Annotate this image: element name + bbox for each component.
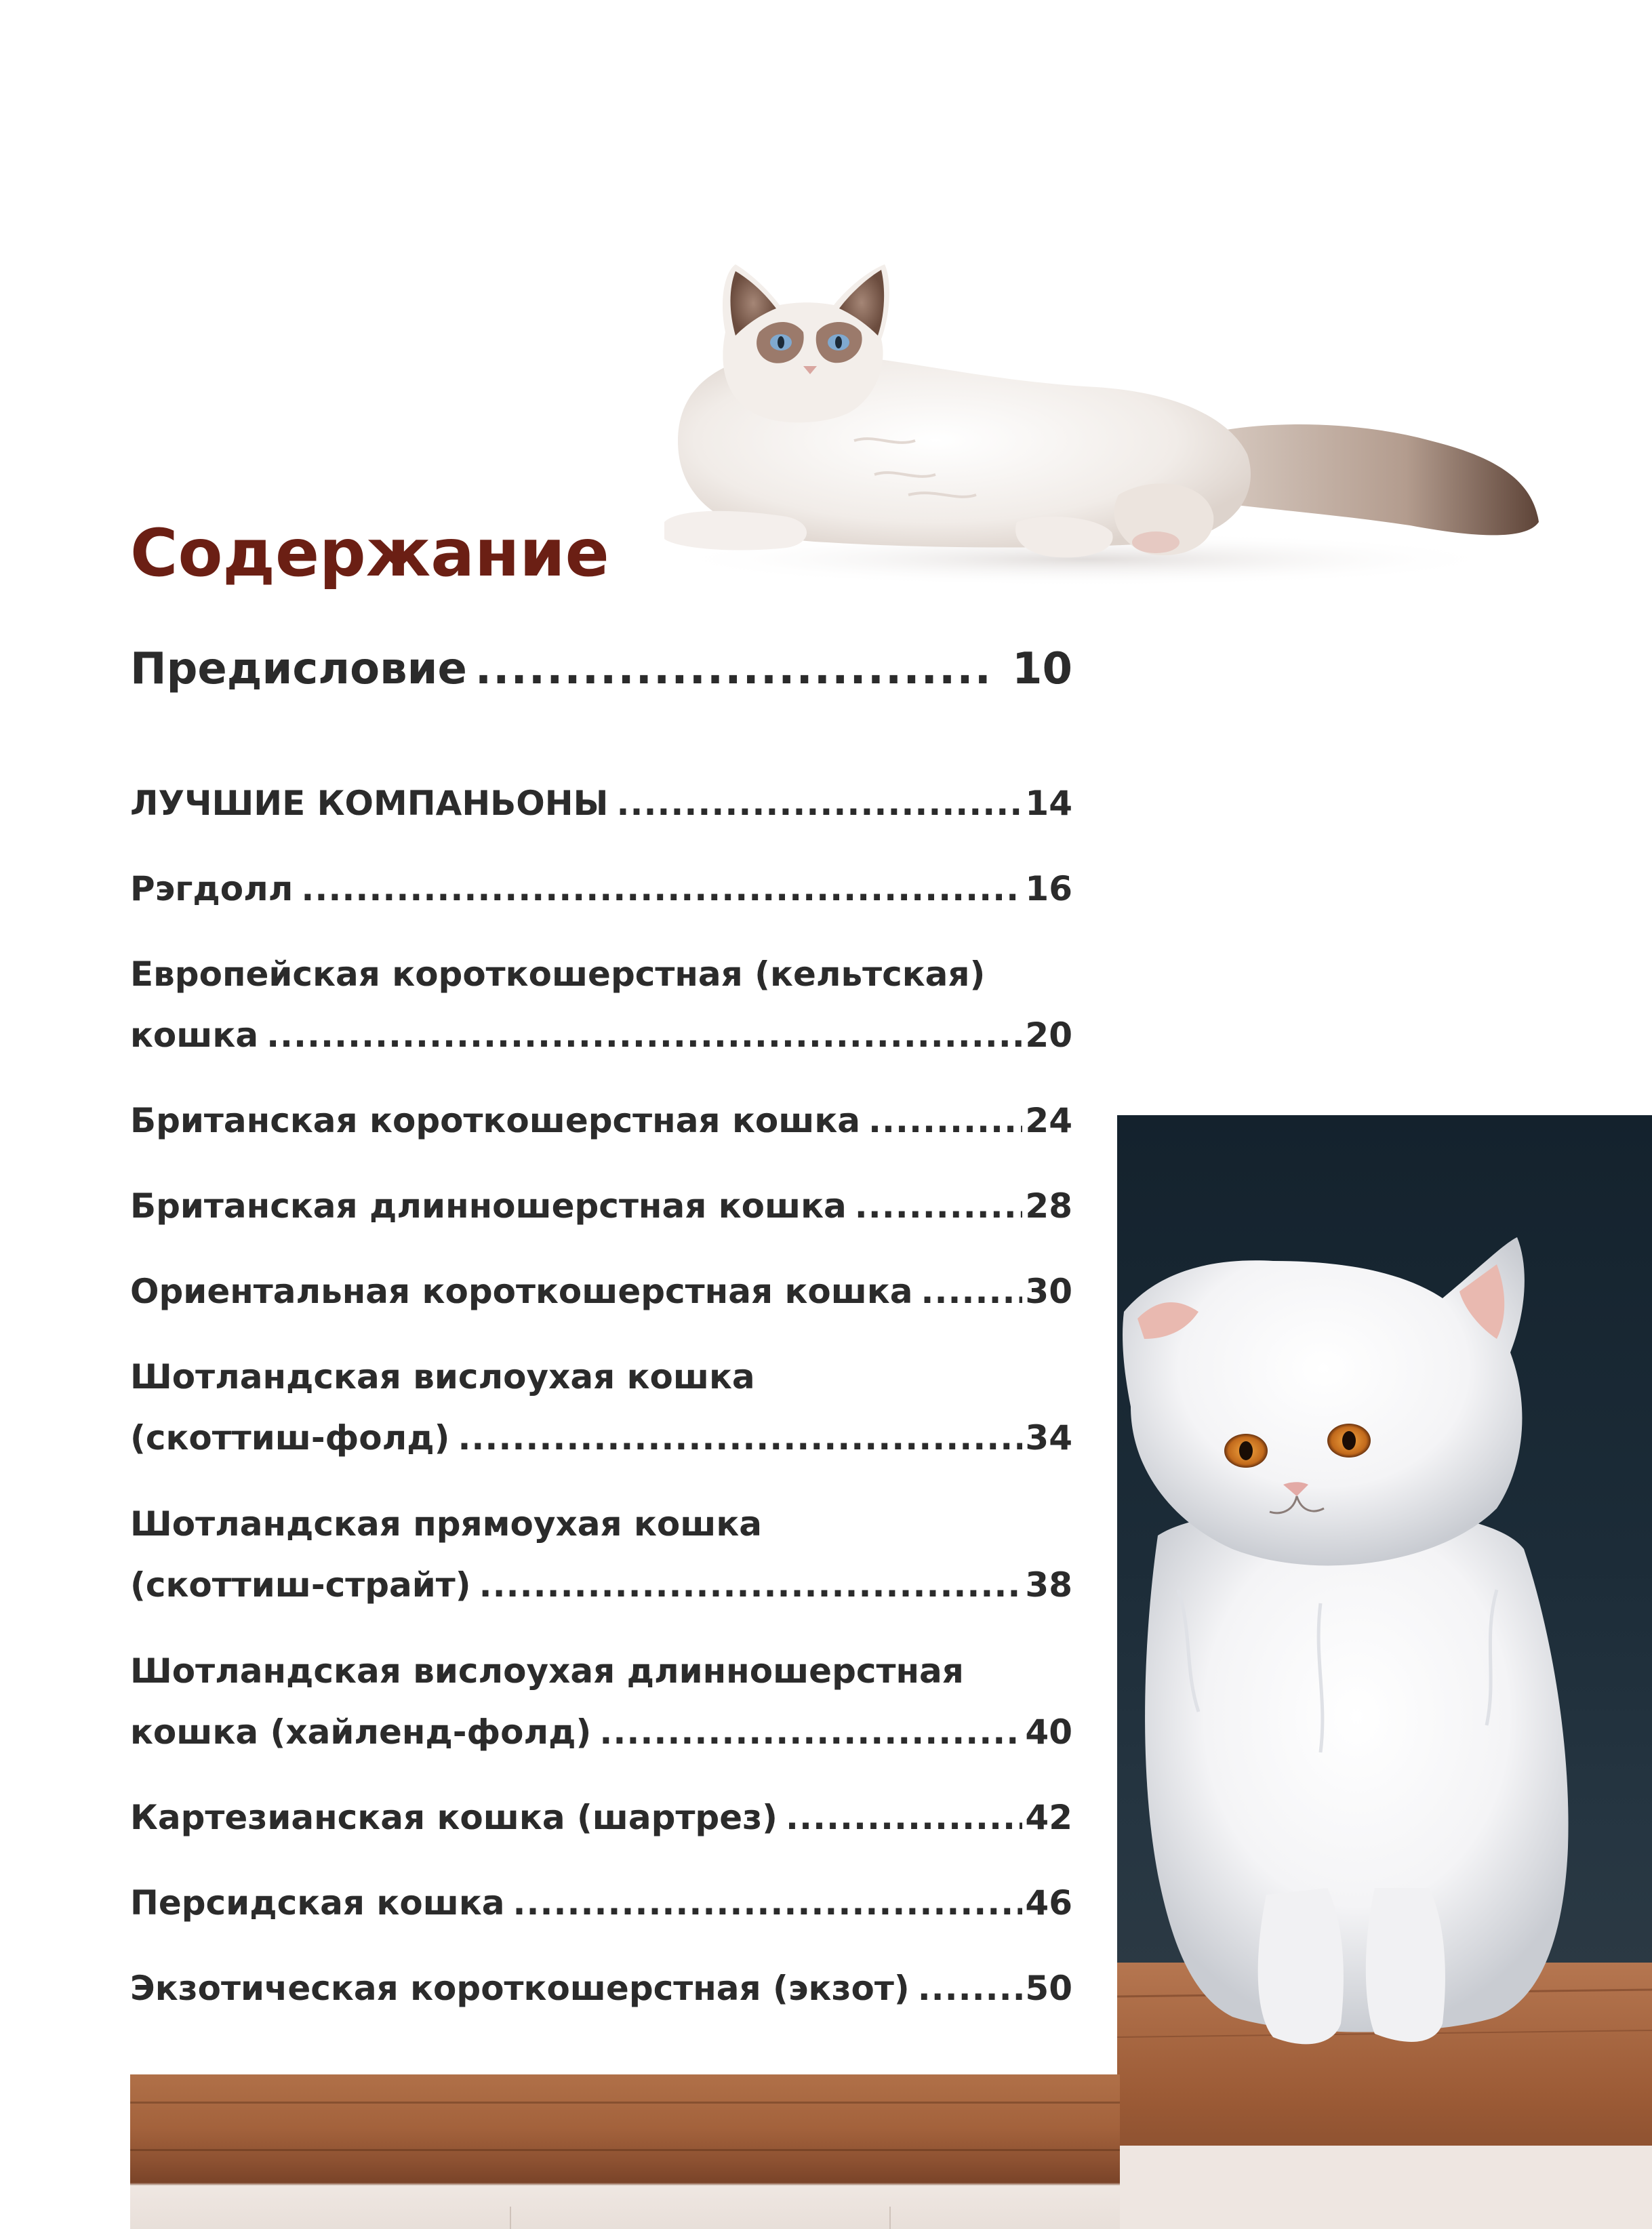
toc-entry-title: кошка (хайленд-фолд): [130, 1712, 592, 1752]
toc-leader-dots: [266, 1005, 1022, 1066]
toc-entry-page: 42: [1025, 1798, 1072, 1837]
toc-entry[interactable]: [130, 1176, 1072, 1237]
toc-entry[interactable]: [130, 1346, 1072, 1468]
toc-leader-dots: [599, 1702, 1022, 1763]
toc-entry-page: 14: [1025, 784, 1072, 823]
toc-entry-title: Персидская кошка: [130, 1883, 505, 1923]
toc-entry[interactable]: [130, 1787, 1072, 1848]
toc-preface-page: 10: [1011, 644, 1072, 694]
toc-leader-dots: [855, 1176, 1023, 1237]
toc-entry-title-line1: Шотландская прямоухая кошка: [130, 1504, 763, 1544]
toc-entry[interactable]: [130, 1641, 1072, 1763]
toc-entry[interactable]: [130, 773, 1072, 834]
toc-preface[interactable]: [130, 644, 1072, 694]
toc-entry[interactable]: [130, 1493, 1072, 1615]
toc-entry-title: ЛУЧШИЕ КОМПАНЬОНЫ: [130, 784, 609, 823]
toc-entry-page: 24: [1025, 1101, 1072, 1140]
wooden-shelf-strip: [130, 2074, 1120, 2229]
toc-entry[interactable]: [130, 1958, 1072, 2019]
toc-entry-title-line1: Европейская короткошерстная (кельтская): [130, 955, 986, 994]
toc-entry[interactable]: [130, 1261, 1072, 1322]
toc-leader-dots: [479, 1554, 1023, 1615]
toc-entry-page: 40: [1025, 1712, 1072, 1752]
ragdoll-cat-photo: [651, 251, 1573, 590]
toc-entry[interactable]: [130, 858, 1072, 919]
page-title: Содержание: [130, 515, 609, 591]
toc-entry-title: Ориентальная короткошерстная кошка: [130, 1272, 913, 1311]
toc-leader-dots: [616, 773, 1022, 834]
toc-entry[interactable]: [130, 944, 1072, 1066]
toc-leader-dots: [458, 1407, 1022, 1468]
toc-entry-page: 16: [1025, 869, 1072, 908]
toc-entry-title: кошка: [130, 1016, 259, 1055]
toc-entry-title: Рэгдолл: [130, 869, 294, 908]
toc-leader-dots: [475, 644, 993, 694]
toc-entry-page: 28: [1025, 1186, 1072, 1226]
toc-entry-page: 50: [1025, 1969, 1072, 2008]
persian-cat-photo: [1117, 1115, 1652, 2229]
toc-entry-title: Британская короткошерстная кошка: [130, 1101, 861, 1140]
toc-entry-title: (скоттиш-фолд): [130, 1418, 450, 1458]
toc-leader-dots: [918, 1958, 1023, 2019]
toc-entry-title-line1: Шотландская вислоухая кошка: [130, 1357, 755, 1397]
toc-entry-page: 30: [1025, 1272, 1072, 1311]
toc-leader-dots: [921, 1261, 1023, 1322]
toc-preface-label: Предисловие: [130, 644, 467, 694]
toc-entry-title: Картезианская кошка (шартрез): [130, 1798, 778, 1837]
toc-leader-dots: [868, 1090, 1022, 1151]
toc-entry[interactable]: [130, 1090, 1072, 1151]
toc-leader-dots: [786, 1787, 1022, 1848]
toc-entry-title: Британская длинношерстная кошка: [130, 1186, 847, 1226]
toc-entry-title-line1: Шотландская вислоухая длинношерстная: [130, 1651, 964, 1691]
toc-entry-page: 34: [1025, 1418, 1072, 1458]
toc-entry-title: (скоттиш-страйт): [130, 1565, 471, 1605]
toc-entry-page: 20: [1025, 1016, 1072, 1055]
toc-leader-dots: [513, 1872, 1023, 1933]
toc-leader-dots: [301, 858, 1022, 919]
toc-entry-title: Экзотическая короткошерстная (экзот): [130, 1969, 910, 2008]
toc-entry[interactable]: [130, 1872, 1072, 1933]
toc-entry-page: 38: [1025, 1565, 1072, 1605]
toc-entry-page: 46: [1025, 1883, 1072, 1923]
